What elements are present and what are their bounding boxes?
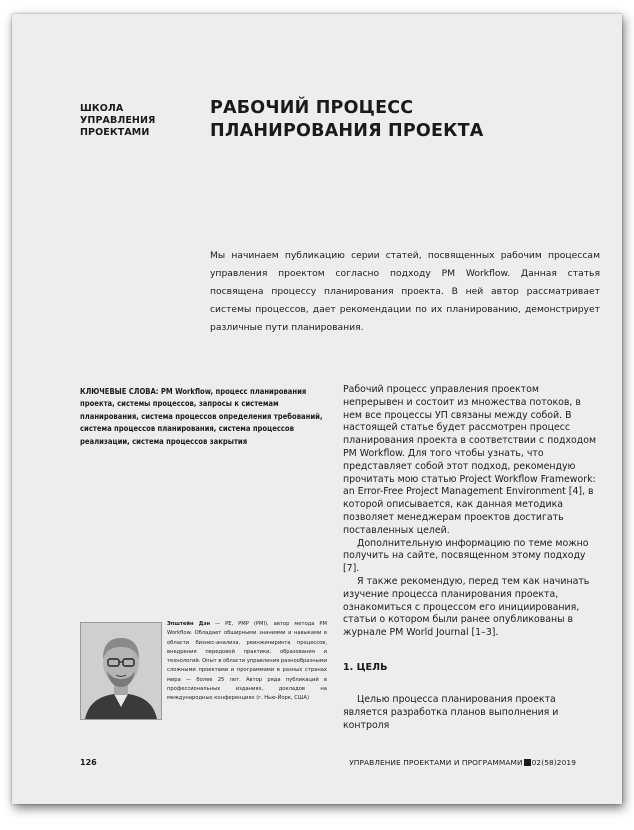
magazine-page (12, 14, 622, 804)
author-bio (167, 620, 327, 704)
section-heading-goal: 1. ЦЕЛЬ (343, 662, 388, 673)
square-bullet-icon (524, 759, 531, 766)
section-label: ШКОЛА УПРАВЛЕНИЯ ПРОЕКТАМИ (80, 103, 156, 138)
author-photo (80, 622, 162, 720)
body-paragraph-goal: Целью процесса планирования проекта является разработка планов выполнения и контроля (343, 694, 559, 731)
running-footer (349, 758, 576, 767)
page-number: 126 (80, 758, 97, 767)
article-title: РАБОЧИЙ ПРОЦЕСС ПЛАНИРОВАНИЯ ПРОЕКТА (210, 98, 484, 141)
author-portrait-image (81, 623, 161, 719)
issue-number: 02(58)2019 (531, 758, 576, 767)
author-bio-text: — PE, PMP (PMI), автор метода PM Workflow. Обладает обширными знаниями и навыками в области бизнес-анализа, реинжиниринга процессов, внедрения передовой практики, образования и технологий. Опыт в области управления разнообразными сложными проектами и программами в разных странах мира — более 25 лет. Автор ряда публикаций в профессиональных изданиях, докладов на международных конференциях (г. Нью-Йорк, США) (167, 621, 328, 702)
author-name: Эпштейн Дэн (167, 621, 211, 627)
journal-name: УПРАВЛЕНИЕ ПРОЕКТАМИ И ПРОГРАММАМИ (349, 758, 523, 767)
body-paragraph-2: Дополнительную информацию по теме можно получить на сайте, посвященном этому подходу [7]. (343, 537, 589, 575)
article-lead: Мы начинаем публикацию серии статей, посвященных рабочим процессам управления проектом согласно подходу PM Workflow. Данная статья посвящена процессу планирования проекта. В ней автор рассматривает системы процессов, дает рекомендации по их планированию, демонстрирует различные пути планирования. (210, 250, 600, 333)
body-paragraph-3: Я также рекомендую, перед тем как начинать изучение процесса планирования проекта, ознакомиться с процессом его инициирования, статьи о котором были ранее опубликованы в журнале PM World Journal [1–3]. (343, 575, 590, 639)
body-paragraph-1: Рабочий процесс управления проектом непрерывен и состоит из множества потоков, в нем все процессы УП связаны между собой. В настоящей статье будет рассмотрен процесс планирования проекта в соответствии с подходом PM Workflow. Для того чтобы узнать, что представляет собой этот подход, рекомендую прочитать мою статью Project Workflow Framework: an Error-Free Project Management Environment [4], в которой описывается, как данная методика позволяет менеджерам проектов достигать поставленных целей. (343, 384, 597, 536)
body-column (343, 384, 601, 640)
keywords: КЛЮЧЕВЫЕ СЛОВА: PM Workflow, процесс планирования проекта, системы процессов, запросы к системам планирования, система процессов определения требований, система процессов планирования, система процессов реализации, система процессов закрытия (80, 387, 323, 446)
